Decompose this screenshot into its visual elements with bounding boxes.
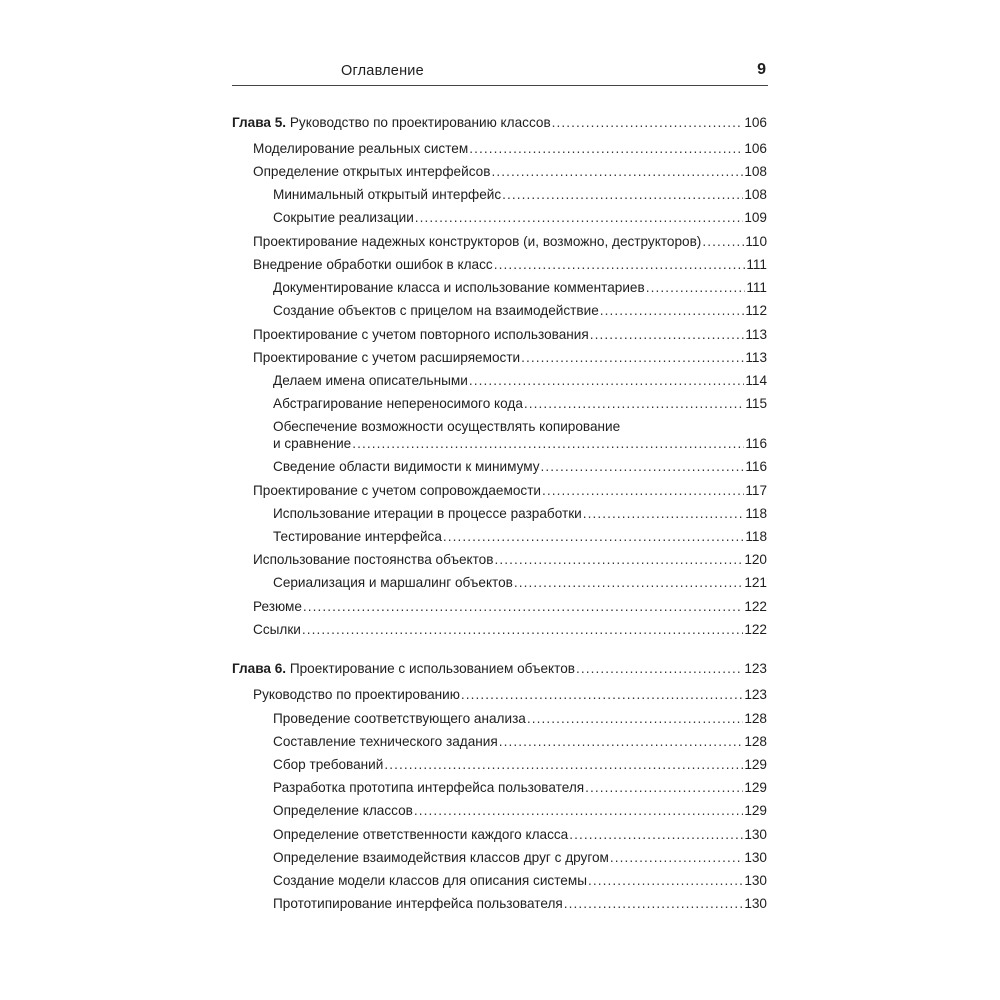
dot-leader: [524, 396, 744, 412]
dot-leader: [564, 896, 744, 912]
entry-title: Использование постоянства объектов: [253, 552, 494, 567]
page-ref: 121: [744, 575, 767, 590]
toc-subentry[interactable]: [232, 373, 767, 389]
dot-leader: [552, 115, 744, 131]
entry-title: Резюме: [253, 599, 302, 614]
running-header: [232, 62, 768, 84]
page-ref: 109: [744, 210, 767, 225]
page-ref: 108: [744, 187, 767, 202]
entry-title: Использование итерации в процессе разработки: [273, 506, 582, 521]
dot-leader: [702, 234, 744, 250]
page-ref: 120: [744, 552, 767, 567]
page-ref: 116: [745, 436, 767, 451]
toc-entry[interactable]: [232, 483, 767, 499]
dot-leader: [646, 280, 746, 296]
entry-title: Определение ответственности каждого класса: [273, 827, 569, 842]
header-page-number: 9: [757, 61, 766, 78]
page-ref: 130: [744, 827, 767, 842]
dot-leader: [443, 529, 744, 545]
entry-title: Составление технического задания: [273, 734, 498, 749]
entry-title: Внедрение обработки ошибок в класс: [253, 257, 493, 272]
toc-subentry[interactable]: [232, 506, 767, 522]
entry-title: Сведение области видимости к минимуму: [273, 459, 540, 474]
dot-leader: [494, 257, 746, 273]
dot-leader: [585, 780, 743, 796]
dot-leader: [352, 436, 744, 452]
dot-leader: [527, 711, 743, 727]
dot-leader: [542, 483, 744, 499]
entry-title: Моделирование реальных систем: [253, 141, 469, 156]
toc-entry[interactable]: [232, 350, 767, 366]
toc-entry[interactable]: [232, 599, 767, 615]
toc-subentry[interactable]: [232, 803, 767, 819]
page-ref: 114: [745, 373, 767, 388]
chapter-number: Глава 6.: [232, 661, 287, 676]
page-ref: 122: [744, 599, 767, 614]
toc-subentry[interactable]: [232, 436, 767, 452]
page-ref: 113: [745, 327, 767, 342]
page-ref: 115: [745, 396, 767, 411]
toc-subentry[interactable]: [232, 459, 767, 475]
page-ref: 106: [744, 115, 767, 130]
entry-title-line1: Обеспечение возможности осуществлять копирование: [273, 419, 621, 434]
page-ref: 106: [744, 141, 767, 156]
toc-subentry[interactable]: [232, 757, 767, 773]
dot-leader: [494, 552, 743, 568]
page-ref: 129: [744, 757, 767, 772]
toc-chapter-6[interactable]: [232, 661, 767, 677]
page-ref: 110: [745, 234, 767, 249]
page-ref: 130: [744, 850, 767, 865]
toc-subentry[interactable]: [232, 187, 767, 203]
dot-leader: [590, 327, 745, 343]
toc-subentry[interactable]: [232, 529, 767, 545]
toc-subentry[interactable]: [232, 873, 767, 889]
toc-entry[interactable]: [232, 234, 767, 250]
dot-leader: [610, 850, 743, 866]
toc-subentry[interactable]: [232, 734, 767, 750]
dot-leader: [461, 687, 743, 703]
dot-leader: [576, 661, 743, 677]
toc-subentry[interactable]: [232, 575, 767, 591]
entry-title: Создание модели классов для описания системы: [273, 873, 587, 888]
entry-title: Сокрытие реализации: [273, 210, 414, 225]
dot-leader: [469, 373, 745, 389]
dot-leader: [414, 803, 743, 819]
page-ref: 111: [746, 257, 767, 272]
page-ref: 128: [744, 734, 767, 749]
dot-leader: [384, 757, 743, 773]
chapter-title: Проектирование с использованием объектов: [286, 661, 575, 676]
header-rule: [232, 85, 768, 86]
page-ref: 123: [744, 687, 767, 702]
page-ref: 123: [744, 661, 767, 676]
entry-title: Тестирование интерфейса: [273, 529, 442, 544]
toc-subentry[interactable]: [232, 280, 767, 296]
dot-leader: [514, 575, 743, 591]
page-ref: 118: [745, 506, 767, 521]
entry-title: Абстрагирование непереносимого кода: [273, 396, 523, 411]
entry-title: и сравнение: [273, 436, 352, 451]
toc-subentry[interactable]: [232, 396, 767, 412]
dot-leader: [588, 873, 743, 889]
dot-leader: [521, 350, 744, 366]
entry-title: Определение открытых интерфейсов: [253, 164, 491, 179]
toc-entry[interactable]: [232, 327, 767, 343]
dot-leader: [600, 303, 745, 319]
dot-leader: [469, 141, 743, 157]
entry-title: Сериализация и маршалинг объектов: [273, 575, 513, 590]
page-ref: 108: [744, 164, 767, 179]
entry-title: Проведение соответствующего анализа: [273, 711, 526, 726]
header-title: Оглавление: [341, 63, 424, 79]
dot-leader: [302, 622, 743, 638]
dot-leader: [502, 187, 743, 203]
dot-leader: [541, 459, 745, 475]
page-ref: 116: [745, 459, 767, 474]
page-ref: 130: [744, 873, 767, 888]
toc-subentry[interactable]: [232, 896, 767, 912]
page-ref: 129: [744, 780, 767, 795]
page-ref: 130: [744, 896, 767, 911]
entry-title: Ссылки: [253, 622, 301, 637]
dot-leader: [415, 210, 744, 226]
entry-title: Определение классов: [273, 803, 413, 818]
dot-leader: [569, 827, 743, 843]
page-ref: 122: [744, 622, 767, 637]
entry-title: Разработка прототипа интерфейса пользователя: [273, 780, 585, 795]
entry-title: Прототипирование интерфейса пользователя: [273, 896, 563, 911]
chapter-number: Глава 5.: [232, 115, 287, 130]
entry-title: Сбор требований: [273, 757, 384, 772]
toc-entry[interactable]: [232, 552, 767, 568]
toc-entry[interactable]: [232, 164, 767, 180]
entry-title: Проектирование с учетом расширяемости: [253, 350, 521, 365]
toc-entry[interactable]: [232, 622, 767, 638]
chapter-title: Руководство по проектированию классов: [286, 115, 551, 130]
toc-entry[interactable]: [232, 141, 767, 157]
entry-title: Проектирование надежных конструкторов (и, возможно, деструкторов): [253, 234, 702, 249]
toc-subentry[interactable]: [232, 850, 767, 866]
entry-title: Минимальный открытый интерфейс: [273, 187, 502, 202]
page-ref: 118: [745, 529, 767, 544]
dot-leader: [491, 164, 743, 180]
page-ref: 113: [745, 350, 767, 365]
page-ref: 129: [744, 803, 767, 818]
dot-leader: [583, 506, 745, 522]
entry-title: Проектирование с учетом сопровождаемости: [253, 483, 542, 498]
entry-title: Определение взаимодействия классов друг с другом: [273, 850, 609, 865]
toc-subentry[interactable]: [232, 303, 767, 319]
entry-title: Руководство по проектированию: [253, 687, 460, 702]
toc-entry[interactable]: [232, 257, 767, 273]
toc-subentry[interactable]: [232, 711, 767, 727]
dot-leader: [499, 734, 744, 750]
page-ref: 128: [744, 711, 767, 726]
page-ref: 112: [745, 303, 767, 318]
entry-title: Проектирование с учетом повторного использования: [253, 327, 589, 342]
toc-chapter-5[interactable]: [232, 115, 767, 131]
toc-subentry[interactable]: [232, 210, 767, 226]
entry-title: Документирование класса и использование комментариев: [273, 280, 645, 295]
toc-entry[interactable]: [232, 687, 767, 703]
toc-subentry[interactable]: [232, 780, 767, 796]
page-ref: 111: [746, 280, 767, 295]
page-ref: 117: [745, 483, 767, 498]
toc-subentry[interactable]: [232, 827, 767, 843]
entry-title: Создание объектов с прицелом на взаимодействие: [273, 303, 599, 318]
dot-leader: [303, 599, 743, 615]
entry-title: Делаем имена описательными: [273, 373, 468, 388]
